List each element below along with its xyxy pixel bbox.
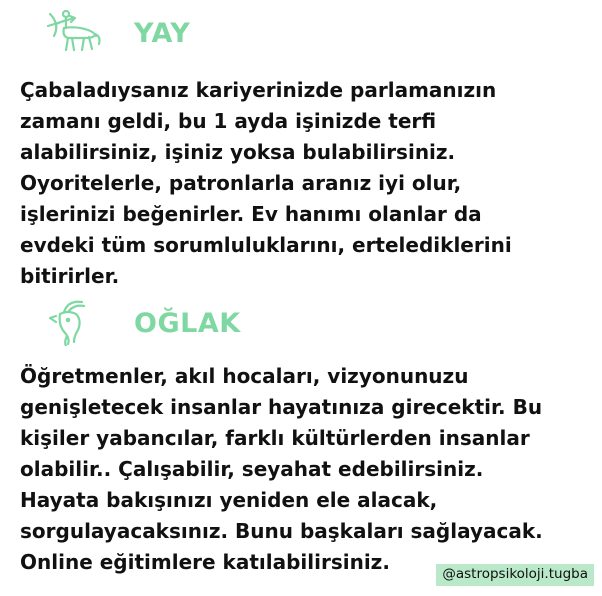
yay-title: YAY bbox=[134, 18, 191, 49]
paragraph-line: sorgulayacaksınız. Bunu başkaları sağlayacak. bbox=[20, 519, 543, 543]
paragraph-line: Oyoritelerle, patronlarla aranız iyi olur, bbox=[20, 171, 462, 195]
paragraph-line: işlerinizi beğenirler. Ev hanımı olanlar da bbox=[20, 202, 482, 226]
oglak-title: OĞLAK bbox=[134, 308, 241, 339]
paragraph-line: alabilirsiniz, işiniz yoksa bulabilirsiniz. bbox=[20, 140, 456, 164]
paragraph-line: Online eğitimlere katılabilirsiniz. bbox=[20, 550, 390, 574]
paragraph-line: Çabaladıysanız kariyerinizde parlamanızın bbox=[20, 78, 497, 102]
paragraph-line: bitirirler. bbox=[20, 264, 120, 288]
paragraph-line: zamanı geldi, bu 1 ayda işinizde terfi bbox=[20, 109, 437, 133]
oglak-paragraph bbox=[20, 361, 543, 578]
author-handle-badge: @astropsikoloji.tugba bbox=[436, 564, 594, 586]
capricorn-goat-icon bbox=[44, 296, 102, 346]
paragraph-line: kişiler yabancılar, farklı kültürlerden insanlar bbox=[20, 426, 530, 450]
paragraph-line: Hayata bakışınızı yeniden ele alacak, bbox=[20, 488, 438, 512]
paragraph-line: genişletecek insanlar hayatınıza girecektir. Bu bbox=[20, 395, 543, 419]
yay-header bbox=[44, 6, 102, 56]
paragraph-line: olabilir.. Çalışabilir, seyahat edebilirsiniz. bbox=[20, 457, 484, 481]
sagittarius-centaur-icon bbox=[44, 6, 102, 56]
oglak-header bbox=[44, 296, 102, 346]
paragraph-line: Öğretmenler, akıl hocaları, vizyonunuzu bbox=[20, 364, 469, 388]
yay-paragraph bbox=[20, 75, 512, 292]
paragraph-line: evdeki tüm sorumluluklarını, ertelediklerini bbox=[20, 233, 512, 257]
